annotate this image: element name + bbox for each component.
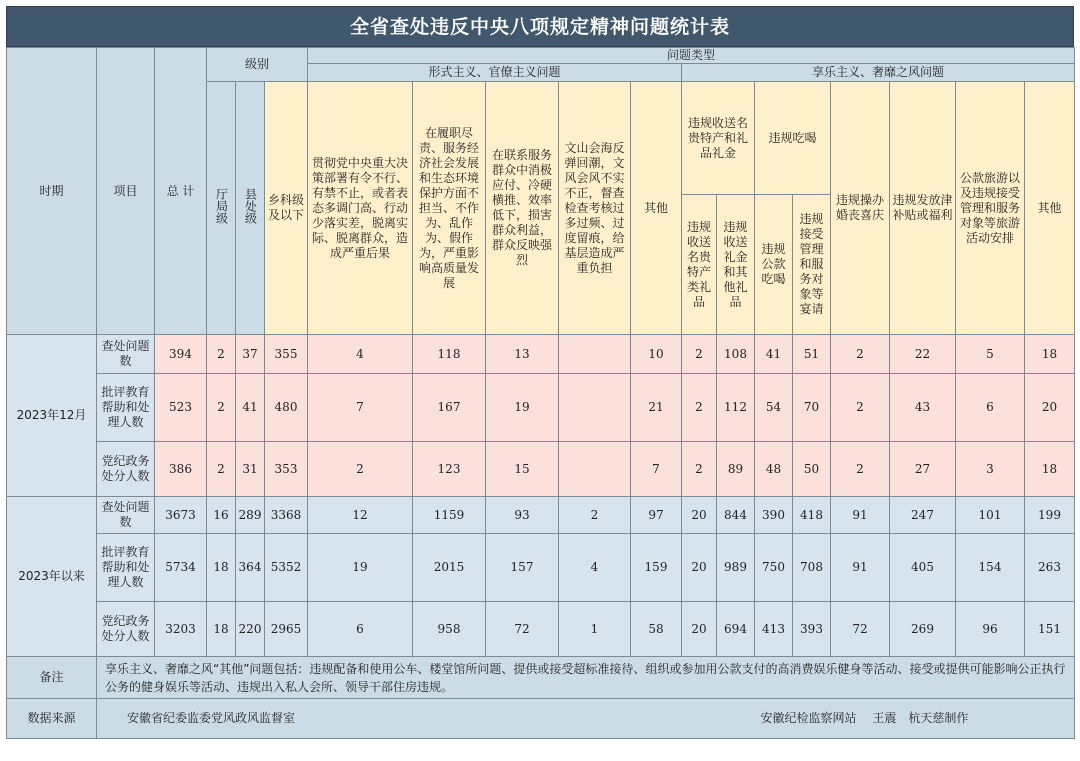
value-cell: 20 <box>682 497 717 534</box>
value-cell: 199 <box>1025 497 1075 534</box>
value-cell: 405 <box>890 534 956 602</box>
item-cell: 查处问题数 <box>97 497 155 534</box>
value-cell: 3368 <box>265 497 308 534</box>
formalism-col-3: 在联系服务群众中消极应付、冷硬横推、效率低下，损害群众利益，群众反映强烈 <box>486 82 559 335</box>
formalism-col-4: 文山会海反弹回潮，文风会风不实不正，督查检查考核过多过频、过度留痕，给基层造成严重负担 <box>559 82 631 335</box>
value-cell: 7 <box>308 374 413 442</box>
value-cell: 2 <box>207 442 236 497</box>
value-cell: 220 <box>236 602 265 657</box>
value-cell: 4 <box>559 534 631 602</box>
value-cell: 123 <box>413 442 486 497</box>
value-cell: 394 <box>155 335 207 374</box>
value-cell: 844 <box>717 497 755 534</box>
value-cell: 15 <box>486 442 559 497</box>
value-cell: 480 <box>265 374 308 442</box>
table-body <box>7 335 1075 657</box>
value-cell: 418 <box>793 497 831 534</box>
level-col-department: 厅局级 <box>207 82 236 335</box>
table-row <box>7 534 1075 602</box>
period-cell: 2023年以来 <box>7 497 97 657</box>
value-cell: 19 <box>486 374 559 442</box>
value-cell: 694 <box>717 602 755 657</box>
value-cell: 58 <box>631 602 682 657</box>
gift-col-cash: 违规收送礼金和其他礼品 <box>717 195 755 335</box>
value-cell: 2 <box>559 497 631 534</box>
value-cell: 157 <box>486 534 559 602</box>
value-cell: 2015 <box>413 534 486 602</box>
value-cell: 50 <box>793 442 831 497</box>
value-cell: 2965 <box>265 602 308 657</box>
value-cell: 2 <box>207 335 236 374</box>
value-cell: 2 <box>831 374 890 442</box>
value-cell: 3673 <box>155 497 207 534</box>
value-cell: 958 <box>413 602 486 657</box>
table-footer <box>7 657 1075 739</box>
value-cell: 1 <box>559 602 631 657</box>
note-text: 享乐主义、奢靡之风“其他”问题包括：违规配备和使用公车、楼堂馆所问题、提供或接受超标准接待、组织或参加用公款支付的高消费娱乐健身等活动、接受或提供可能影响公正执行公务的健身娱乐等活动、违规出入私人会所、领导干部住房违规。 <box>97 657 1075 699</box>
value-cell: 41 <box>755 335 793 374</box>
total-header: 总 计 <box>155 48 207 335</box>
formalism-col-2: 在履职尽责、服务经济社会发展和生态环境保护方面不担当、不作为、乱作为、假作为，严重影响高质量发展 <box>413 82 486 335</box>
gift-header: 违规收送名贵特产和礼品礼金 <box>682 82 755 195</box>
value-cell: 54 <box>755 374 793 442</box>
value-cell: 1159 <box>413 497 486 534</box>
value-cell: 31 <box>236 442 265 497</box>
value-cell: 37 <box>236 335 265 374</box>
value-cell: 18 <box>1025 335 1075 374</box>
value-cell: 22 <box>890 335 956 374</box>
value-cell <box>559 335 631 374</box>
value-cell: 18 <box>207 534 236 602</box>
note-label: 备注 <box>7 657 97 699</box>
travel-header: 公款旅游以及违规接受管理和服务对象等旅游活动安排 <box>956 82 1025 335</box>
value-cell: 247 <box>890 497 956 534</box>
value-cell: 89 <box>717 442 755 497</box>
gift-col-specialty: 违规收送名贵特产类礼品 <box>682 195 717 335</box>
formalism-header: 形式主义、官僚主义问题 <box>308 64 682 82</box>
item-cell: 批评教育帮助和处理人数 <box>97 534 155 602</box>
value-cell: 750 <box>755 534 793 602</box>
value-cell: 20 <box>682 602 717 657</box>
value-cell: 43 <box>890 374 956 442</box>
hedonism-other-header: 其他 <box>1025 82 1075 335</box>
table-row <box>7 335 1075 374</box>
source-label: 数据来源 <box>7 699 97 739</box>
value-cell: 20 <box>1025 374 1075 442</box>
value-cell: 386 <box>155 442 207 497</box>
item-cell: 批评教育帮助和处理人数 <box>97 374 155 442</box>
value-cell: 118 <box>413 335 486 374</box>
statistics-table <box>6 47 1075 739</box>
value-cell: 91 <box>831 534 890 602</box>
value-cell: 154 <box>956 534 1025 602</box>
table-row <box>7 497 1075 534</box>
value-cell: 13 <box>486 335 559 374</box>
value-cell: 6 <box>956 374 1025 442</box>
level-header: 级别 <box>207 48 308 82</box>
value-cell: 19 <box>308 534 413 602</box>
statistics-table-container <box>6 6 1074 755</box>
value-cell: 101 <box>956 497 1025 534</box>
source-left: 安徽省纪委监委党风政风监督室 <box>127 711 296 725</box>
value-cell: 289 <box>236 497 265 534</box>
value-cell: 7 <box>631 442 682 497</box>
value-cell: 10 <box>631 335 682 374</box>
period-header: 时期 <box>7 48 97 335</box>
value-cell: 523 <box>155 374 207 442</box>
value-cell: 263 <box>1025 534 1075 602</box>
value-cell: 5 <box>956 335 1025 374</box>
value-cell: 6 <box>308 602 413 657</box>
value-cell: 989 <box>717 534 755 602</box>
value-cell: 93 <box>486 497 559 534</box>
source-cell <box>97 699 1075 739</box>
value-cell <box>559 374 631 442</box>
value-cell: 108 <box>717 335 755 374</box>
value-cell: 2 <box>682 374 717 442</box>
value-cell: 2 <box>831 442 890 497</box>
value-cell: 91 <box>831 497 890 534</box>
value-cell: 393 <box>793 602 831 657</box>
value-cell: 3 <box>956 442 1025 497</box>
value-cell: 21 <box>631 374 682 442</box>
source-right: 安徽纪检监察网站 王震 杭天慈制作 <box>760 711 969 725</box>
value-cell: 151 <box>1025 602 1075 657</box>
table-header <box>7 48 1075 335</box>
value-cell: 355 <box>265 335 308 374</box>
level-col-township: 乡科级及以下 <box>265 82 308 335</box>
formalism-col-1: 贯彻党中央重大决策部署有令不行、有禁不止，或者表态多调门高、行动少落实差，脱离实际、脱离群众，造成严重后果 <box>308 82 413 335</box>
value-cell: 413 <box>755 602 793 657</box>
subsidy-header: 违规发放津补贴或福利 <box>890 82 956 335</box>
value-cell: 159 <box>631 534 682 602</box>
value-cell: 2 <box>682 442 717 497</box>
value-cell: 2 <box>308 442 413 497</box>
item-header: 项目 <box>97 48 155 335</box>
table-row <box>7 442 1075 497</box>
value-cell: 708 <box>793 534 831 602</box>
value-cell: 97 <box>631 497 682 534</box>
value-cell: 364 <box>236 534 265 602</box>
value-cell: 41 <box>236 374 265 442</box>
value-cell: 390 <box>755 497 793 534</box>
value-cell: 27 <box>890 442 956 497</box>
value-cell: 16 <box>207 497 236 534</box>
hedonism-header: 享乐主义、奢靡之风问题 <box>682 64 1075 82</box>
value-cell: 20 <box>682 534 717 602</box>
item-cell: 查处问题数 <box>97 335 155 374</box>
period-cell: 2023年12月 <box>7 335 97 497</box>
value-cell: 2 <box>207 374 236 442</box>
value-cell: 96 <box>956 602 1025 657</box>
level-col-county: 县处级 <box>236 82 265 335</box>
table-title: 全省查处违反中央八项规定精神问题统计表 <box>6 6 1074 47</box>
wedding-header: 违规操办婚丧喜庆 <box>831 82 890 335</box>
value-cell: 72 <box>831 602 890 657</box>
value-cell: 18 <box>207 602 236 657</box>
value-cell: 5734 <box>155 534 207 602</box>
item-cell: 党纪政务处分人数 <box>97 442 155 497</box>
value-cell: 5352 <box>265 534 308 602</box>
dining-col-public: 违规公款吃喝 <box>755 195 793 335</box>
value-cell: 112 <box>717 374 755 442</box>
formalism-col-other: 其他 <box>631 82 682 335</box>
value-cell: 269 <box>890 602 956 657</box>
value-cell: 3203 <box>155 602 207 657</box>
value-cell: 353 <box>265 442 308 497</box>
dining-header: 违规吃喝 <box>755 82 831 195</box>
value-cell: 4 <box>308 335 413 374</box>
table-row <box>7 602 1075 657</box>
value-cell: 48 <box>755 442 793 497</box>
value-cell: 12 <box>308 497 413 534</box>
value-cell: 18 <box>1025 442 1075 497</box>
dining-col-banquet: 违规接受管理和服务对象等宴请 <box>793 195 831 335</box>
value-cell: 72 <box>486 602 559 657</box>
problem-type-header: 问题类型 <box>308 48 1075 64</box>
item-cell: 党纪政务处分人数 <box>97 602 155 657</box>
value-cell <box>559 442 631 497</box>
value-cell: 70 <box>793 374 831 442</box>
table-row <box>7 374 1075 442</box>
value-cell: 2 <box>831 335 890 374</box>
value-cell: 51 <box>793 335 831 374</box>
value-cell: 167 <box>413 374 486 442</box>
value-cell: 2 <box>682 335 717 374</box>
